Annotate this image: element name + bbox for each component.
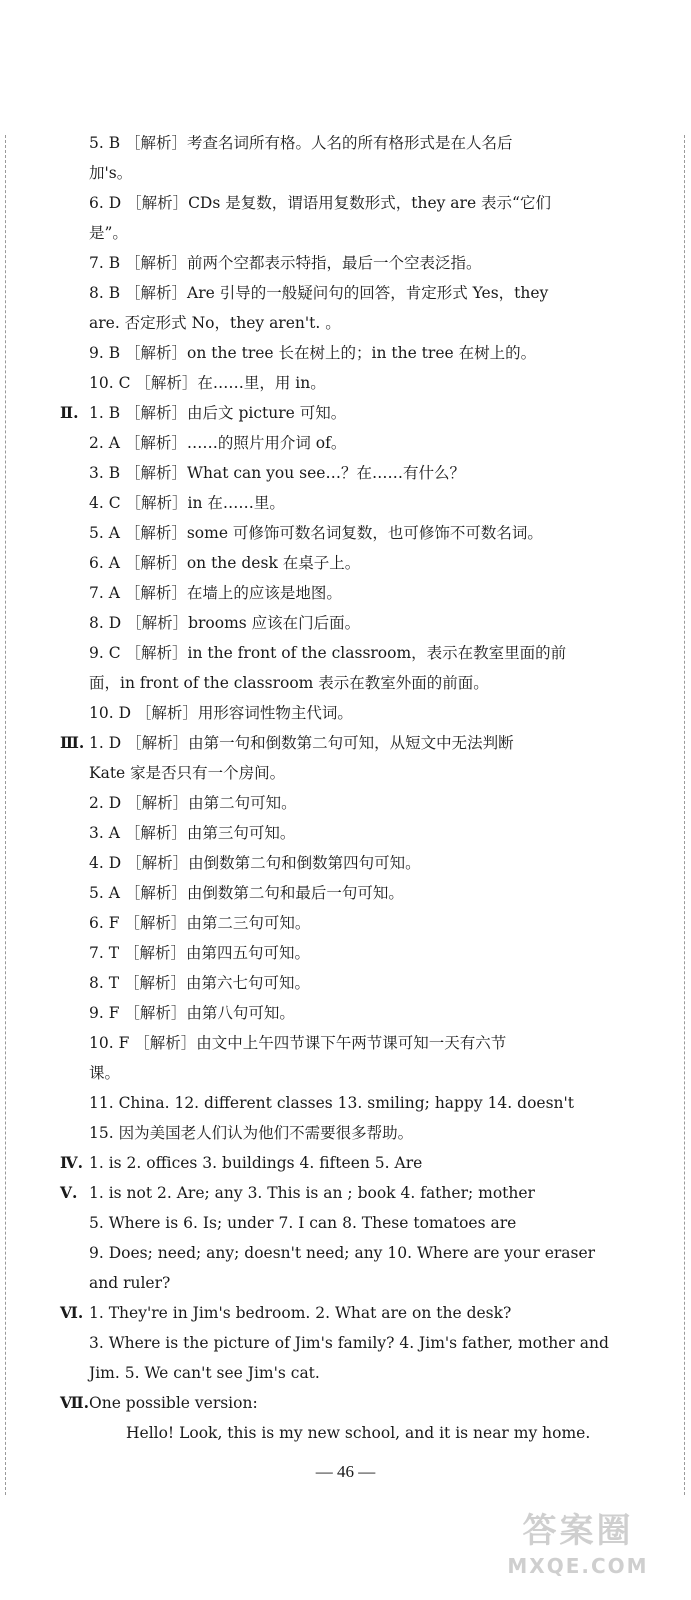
answer-line: 5. B ［解析］考查名词所有格。人名的所有格形式是在人名后 (89, 134, 513, 152)
answer-line: Jim. 5. We can't see Jim's cat. (89, 1364, 320, 1382)
answer-line: 7. T ［解析］由第四五句可知。 (89, 944, 310, 962)
answer-line: Kate 家是否只有一个房间。 (89, 764, 286, 782)
answer-text: One possible version: (89, 1394, 258, 1412)
answer-text: 1. is not 2. Are; any 3. This is an ; book 4. father; mother (89, 1184, 535, 1202)
answer-line: 9. C ［解析］in the front of the classroom，表示在教室里面的前 (89, 644, 567, 662)
section-5-marker: Ⅴ. (60, 1183, 78, 1202)
page-number: — 46 — (315, 1462, 376, 1481)
answer-text: 1. is 2. offices 3. buildings 4. fifteen 5. Are (89, 1154, 423, 1172)
answer-line: 8. D ［解析］brooms 应该在门后面。 (89, 614, 361, 632)
answer-line: 3. A ［解析］由第三句可知。 (89, 824, 296, 842)
answer-line: 7. A ［解析］在墙上的应该是地图。 (89, 584, 342, 602)
answer-text: 1. D ［解析］由第一句和倒数第二句可知，从短文中无法判断 (89, 734, 514, 752)
answer-text: 1. B ［解析］由后文 picture 可知。 (89, 404, 347, 422)
answer-line: are. 否定形式 No，they aren't. 。 (89, 314, 341, 332)
answer-line: 10. F ［解析］由文中上午四节课下午两节课可知一天有六节 (89, 1034, 507, 1052)
answer-line: 7. B ［解析］前两个空都表示特指，最后一个空表泛指。 (89, 254, 482, 272)
section-3-marker: Ⅲ. (60, 733, 85, 752)
answer-line: 6. F ［解析］由第二三句可知。 (89, 914, 311, 932)
section-6-line (0, 1298, 691, 1328)
answer-line: 6. D ［解析］CDs 是复数，谓语用复数形式，they are 表示“它们 (89, 194, 551, 212)
answer-line: 11. China. 12. different classes 13. smiling; happy 14. doesn't (89, 1094, 574, 1112)
watermark-url: MXQE.COM (507, 1554, 649, 1578)
section-3-line (0, 728, 691, 758)
answer-line: 5. Where is 6. Is; under 7. I can 8. These tomatoes are (89, 1214, 517, 1232)
answer-line: 8. T ［解析］由第六七句可知。 (89, 974, 310, 992)
answer-line: 2. A ［解析］……的照片用介词 of。 (89, 434, 347, 452)
answer-line: 4. C ［解析］in 在……里。 (89, 494, 285, 512)
section-4-line (0, 1148, 691, 1178)
watermark-logo: 答案圈 (522, 1511, 634, 1551)
answer-line: and ruler? (89, 1274, 171, 1292)
answer-line: 课。 (89, 1064, 121, 1082)
answer-line: 3. Where is the picture of Jim's family? 4. Jim's father, mother and (89, 1334, 609, 1352)
answer-line: 5. A ［解析］some 可修饰可数名词复数，也可修饰不可数名词。 (89, 524, 543, 542)
answer-line: 面，in front of the classroom 表示在教室外面的前面。 (89, 674, 489, 692)
section-7-line (0, 1388, 691, 1418)
answer-line: 是”。 (89, 224, 128, 242)
watermark (483, 1508, 673, 1588)
answer-line: 加's。 (89, 164, 133, 182)
section-2-line (0, 398, 691, 428)
answer-line: 4. D ［解析］由倒数第二句和倒数第四句可知。 (89, 854, 421, 872)
answer-line: 9. Does; need; any; doesn't need; any 10. Where are your eraser (89, 1244, 596, 1262)
answer-line: 9. B ［解析］on the tree 长在树上的；in the tree 在树上的。 (89, 344, 537, 362)
section-4-marker: Ⅳ. (60, 1153, 83, 1172)
section-5-line (0, 1178, 691, 1208)
answer-line: 9. F ［解析］由第八句可知。 (89, 1004, 295, 1022)
answer-line: 10. C ［解析］在……里，用 in。 (89, 374, 326, 392)
answer-line: 15. 因为美国老人们认为他们不需要很多帮助。 (89, 1124, 414, 1142)
essay-line: Hello! Look, this is my new school, and it is near my home. (126, 1424, 591, 1442)
answer-line: 5. A ［解析］由倒数第二句和最后一句可知。 (89, 884, 404, 902)
answer-line: 3. B ［解析］What can you see…？在……有什么？ (89, 464, 465, 482)
answer-text: 1. They're in Jim's bedroom. 2. What are on the desk? (89, 1304, 512, 1322)
section-6-marker: Ⅵ. (60, 1303, 84, 1322)
answer-line: 2. D ［解析］由第二句可知。 (89, 794, 297, 812)
answer-line: 8. B ［解析］Are 引导的一般疑问句的回答，肯定形式 Yes，they (89, 284, 549, 302)
answer-line: 6. A ［解析］on the desk 在桌子上。 (89, 554, 361, 572)
section-7-marker: Ⅶ. (60, 1393, 90, 1412)
answer-line: 10. D ［解析］用形容词性物主代词。 (89, 704, 353, 722)
section-2-marker: Ⅱ. (60, 403, 79, 422)
